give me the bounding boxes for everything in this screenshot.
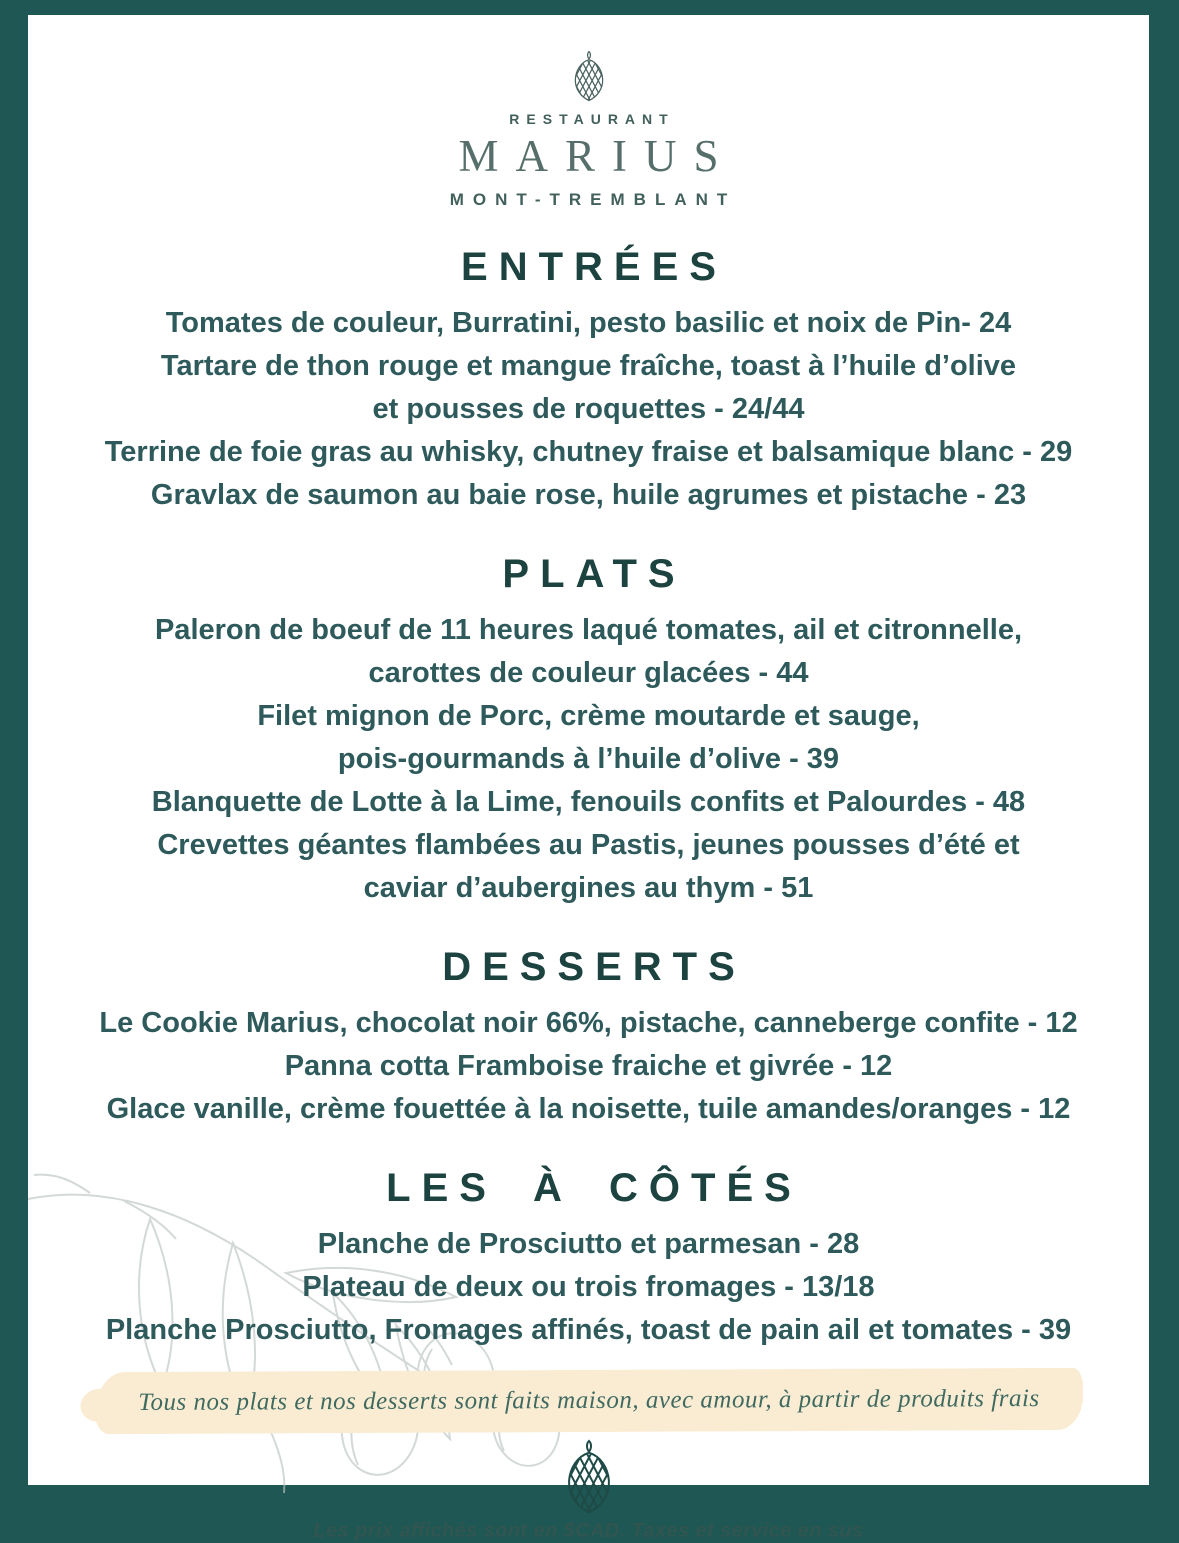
menu-item	[28, 1266, 1149, 1309]
menu-section	[28, 244, 1149, 517]
footer-text: Les prix affichés sont en $CAD. Taxes et service en sus	[313, 1520, 864, 1542]
menu-item	[28, 1309, 1149, 1352]
menu-content	[28, 15, 1149, 1543]
logo	[28, 15, 1149, 210]
menu-item-line: Terrine de foie gras au whisky, chutney fraise et balsamique blanc - 29	[104, 436, 1073, 468]
pinecone-icon	[561, 1440, 617, 1516]
note-highlight	[94, 1368, 1082, 1434]
menu-item	[28, 1088, 1149, 1131]
menu-item	[28, 1045, 1149, 1088]
menu-item-line: Tomates de couleur, Burratini, pesto basilic et noix de Pin- 24	[165, 307, 1012, 339]
section-title: LES À CÔTÉS	[386, 1166, 802, 1210]
menu-item-line: Panna cotta Framboise fraiche et givrée - 12	[284, 1050, 893, 1082]
pinecone-icon	[569, 51, 609, 103]
menu-section	[28, 944, 1149, 1131]
footer	[28, 1440, 1149, 1543]
menu-item-line: Crevettes géantes flambées au Pastis, jeunes pousses d’été et	[157, 829, 1020, 861]
note-text: Tous nos plats et nos desserts sont faits maison, avec amour, à partir de produits frais	[137, 1385, 1040, 1416]
menu-sections	[28, 244, 1149, 1352]
menu-item-line: pois-gourmands à l’huile d’olive - 39	[337, 743, 840, 775]
menu-item	[28, 302, 1149, 345]
menu-item-line: Paleron de boeuf de 11 heures laqué tomates, ail et citronnelle,	[154, 614, 1023, 646]
menu-item	[28, 695, 1149, 781]
menu-item-line: caviar d’aubergines au thym - 51	[363, 872, 814, 904]
menu-item-line: Glace vanille, crème fouettée à la noisette, tuile amandes/oranges - 12	[106, 1093, 1071, 1125]
section-title: PLATS	[502, 552, 686, 596]
menu-item-line: Le Cookie Marius, chocolat noir 66%, pistache, canneberge confite - 12	[99, 1007, 1078, 1039]
menu-item-line: Plateau de deux ou trois fromages - 13/18	[302, 1271, 875, 1303]
logo-name: MARIUS	[458, 131, 736, 181]
menu-item	[28, 345, 1149, 431]
menu-item	[28, 431, 1149, 474]
menu-item	[28, 609, 1149, 695]
menu-item	[28, 1223, 1149, 1266]
menu-item	[28, 474, 1149, 517]
menu-item-line: et pousses de roquettes - 24/44	[372, 393, 805, 425]
menu-section	[28, 1165, 1149, 1352]
menu-item	[28, 1002, 1149, 1045]
section-title: ENTRÉES	[461, 245, 727, 289]
menu-item-line: Tartare de thon rouge et mangue fraîche, toast à l’huile d’olive	[160, 350, 1017, 382]
menu-item-line: Planche Prosciutto, Fromages affinés, toast de pain ail et tomates - 39	[105, 1314, 1072, 1346]
section-title: DESSERTS	[442, 945, 746, 989]
menu-item	[28, 824, 1149, 910]
menu-item-line: Filet mignon de Porc, crème moutarde et sauge,	[257, 700, 920, 732]
menu-item-line: Gravlax de saumon au baie rose, huile agrumes et pistache - 23	[150, 479, 1027, 511]
logo-location: MONT-TREMBLANT	[449, 190, 737, 209]
menu-item-line: carottes de couleur glacées - 44	[368, 657, 809, 689]
menu-item-line: Blanquette de Lotte à la Lime, fenouils confits et Palourdes - 48	[151, 786, 1026, 818]
menu-item-line: Planche de Prosciutto et parmesan - 28	[317, 1228, 860, 1260]
menu-page	[28, 15, 1149, 1542]
menu-section	[28, 551, 1149, 910]
logo-restaurant-label: RESTAURANT	[509, 111, 675, 127]
menu-item	[28, 781, 1149, 824]
